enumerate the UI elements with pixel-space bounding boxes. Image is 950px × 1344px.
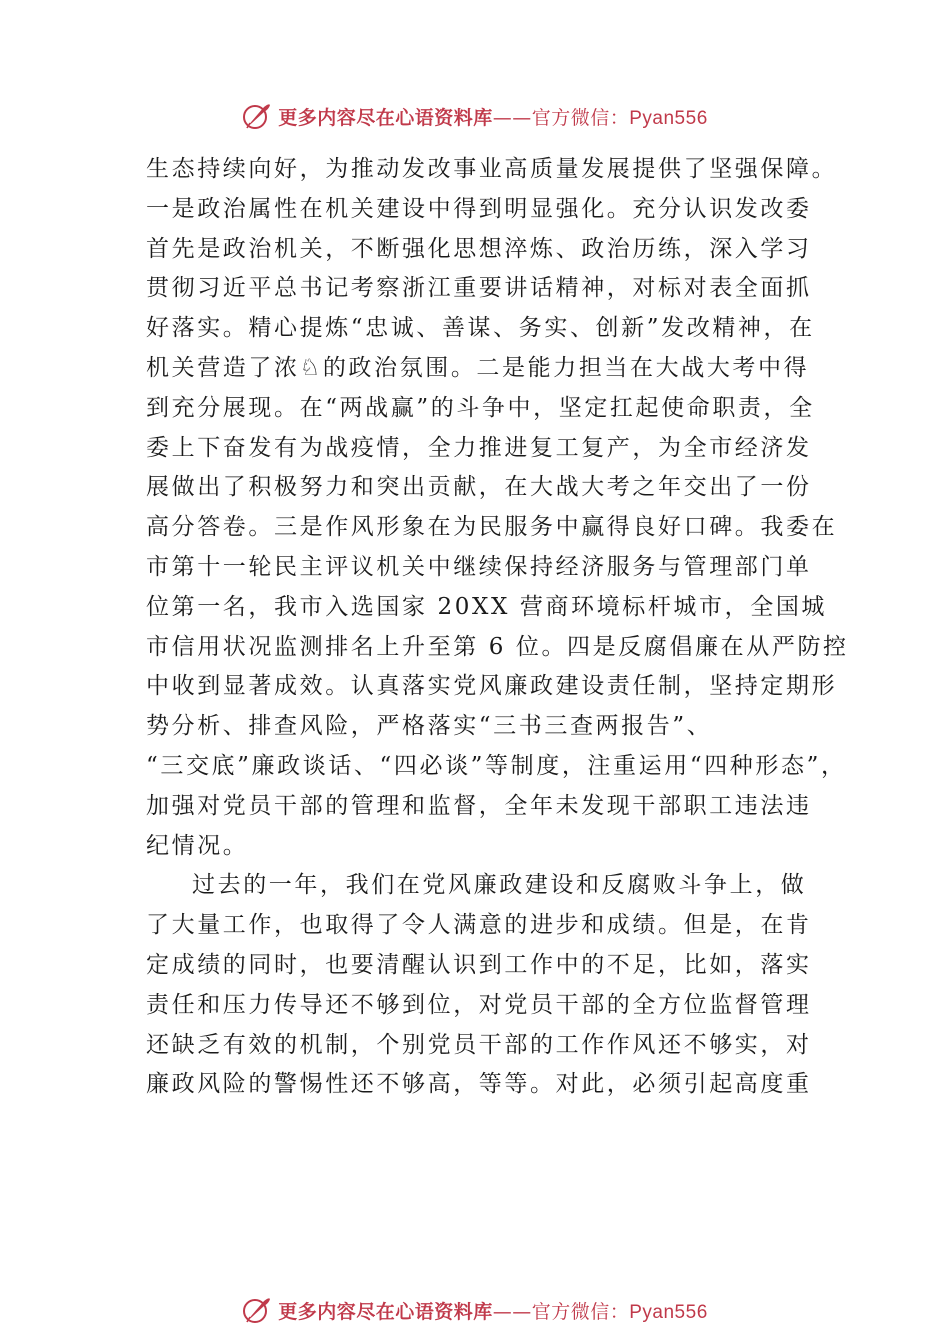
footer-separator: —— bbox=[492, 1300, 532, 1323]
footer-text bbox=[278, 1297, 708, 1324]
body-line: 生态持续向好，为推动发改事业高质量发展提供了坚强保障。 bbox=[146, 156, 838, 182]
header-handle: Pyan556 bbox=[629, 107, 708, 129]
header-banner bbox=[0, 96, 950, 136]
body-line: 首先是政治机关，不断强化思想淬炼、政治历练，深入学习 bbox=[146, 235, 812, 262]
paragraph-line: 责任和压力传导还不够到位，对党员干部的全方位监督管理 bbox=[146, 991, 812, 1018]
paragraph-line: 了大量工作，也取得了令人满意的进步和成绩。但是，在肯 bbox=[146, 912, 812, 939]
footer-official: 官方微信： bbox=[531, 1300, 630, 1323]
body-line: 贯彻习近平总书记考察浙江重要讲话精神，对标对表全面抓 bbox=[146, 275, 812, 302]
header-official: 官方微信： bbox=[531, 106, 630, 129]
paragraph-line: 过去的一年，我们在党风廉政建设和反腐败斗争上，做 bbox=[192, 872, 807, 899]
header-brand: 更多内容尽在心语资料库 bbox=[278, 106, 493, 129]
body-line: 展做出了积极努力和突出贡献，在大战大考之年交出了一份 bbox=[146, 474, 812, 501]
body-line: 加强对党员干部的管理和监督，全年未发现干部职工违法违 bbox=[146, 792, 812, 819]
body-line: 中收到显著成效。认真落实党风廉政建设责任制，坚持定期形 bbox=[146, 673, 838, 700]
body-line: 到充分展现。在“两战赢”的斗争中，坚定扛起使命职责，全 bbox=[146, 394, 815, 421]
header-banner-inner bbox=[242, 101, 708, 131]
quill-pen-logo-icon bbox=[242, 101, 272, 131]
paragraph-line: 定成绩的同时，也要清醒认识到工作中的不足，比如，落实 bbox=[146, 951, 812, 978]
document-body bbox=[146, 150, 849, 1105]
paragraph-line: 还缺乏有效的机制，个别党员干部的工作作风还不够实，对 bbox=[146, 1031, 812, 1058]
body-line: 高分答卷。三是作风形象在为民服务中赢得良好口碑。我委在 bbox=[146, 514, 838, 541]
body-line: 势分析、排查风险，严格落实“三书三查两报告”、 bbox=[146, 713, 713, 740]
footer-handle: Pyan556 bbox=[629, 1301, 708, 1323]
header-separator: —— bbox=[492, 106, 532, 129]
paragraph-line: 廉政风险的警惕性还不够高，等等。对此，必须引起高度重 bbox=[146, 1071, 812, 1098]
body-line: “三交底”廉政谈话、“四必谈”等制度，注重运用“四种形态”， bbox=[146, 752, 847, 779]
body-line: 一是政治属性在机关建设中得到明显强化。充分认识发改委 bbox=[146, 195, 812, 222]
footer-banner-inner bbox=[242, 1295, 708, 1325]
body-line: 机关营造了浓♘的政治氛围。二是能力担当在大战大考中得 bbox=[146, 354, 810, 381]
body-line: 位第一名，我市入选国家 20XX 营商环境标杆城市，全国城 bbox=[146, 593, 828, 620]
body-line: 好落实。精心提炼“忠诚、善谋、务实、创新”发改精神，在 bbox=[146, 315, 815, 342]
quill-pen-logo-icon bbox=[242, 1295, 272, 1325]
body-line: 纪情况。 bbox=[146, 832, 249, 859]
body-line: 市信用状况监测排名上升至第 6 位。四是反腐倡廉在从严防控 bbox=[146, 633, 849, 660]
header-text bbox=[278, 103, 708, 130]
footer-banner bbox=[0, 1290, 950, 1330]
body-line: 市第十一轮民主评议机关中继续保持经济服务与管理部门单 bbox=[146, 553, 812, 580]
footer-brand: 更多内容尽在心语资料库 bbox=[278, 1300, 493, 1323]
body-line: 委上下奋发有为战疫情，全力推进复工复产，为全市经济发 bbox=[146, 434, 812, 461]
